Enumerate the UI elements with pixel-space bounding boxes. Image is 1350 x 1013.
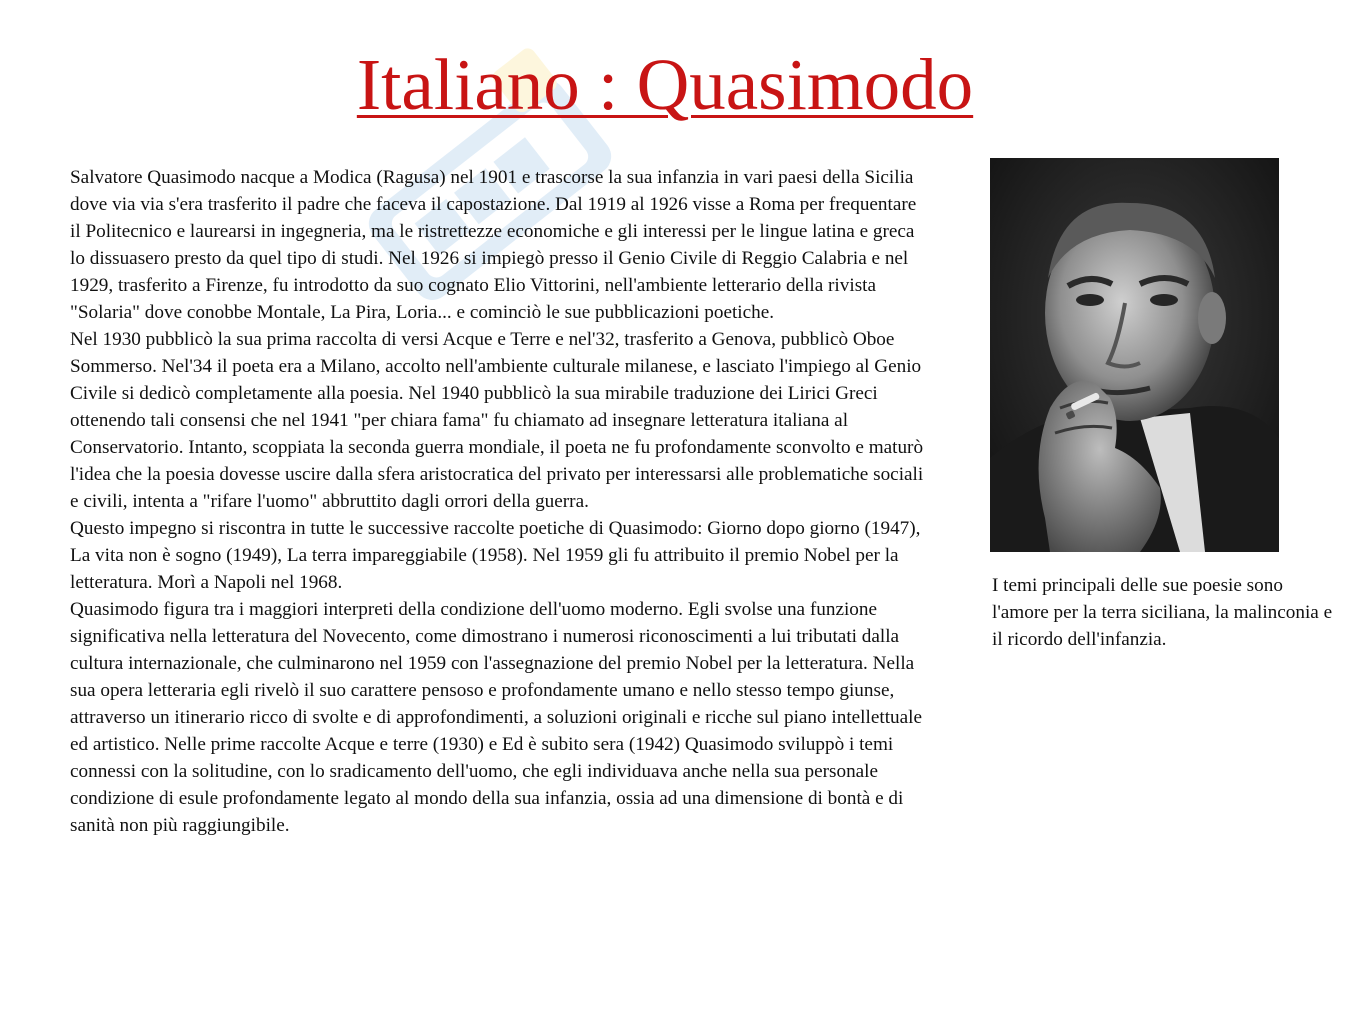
biography-paragraph: Quasimodo figura tra i maggiori interpreti della condizione dell'uomo moderno. Egli svolse una funzione significativa nella letteratura del Novecento, come dimostrano i numerosi riconoscimenti a lui tributati dalla cultura internazionale, che culminarono nel 1959 con l'assegnazione del premio Nobel per la letteratura. Nella sua opera letteraria egli rivelò il suo carattere pensoso e profondamente umano e nello stesso tempo giunse, attraverso un itinerario ricco di svolte e di approfondimenti, a soluzioni originali e ricche sul piano intellettuale ed artistico. Nelle prime raccolte Acque e terre (1930) e Ed è subito sera (1942) Quasimodo sviluppò i temi connessi con la solitudine, con lo sradicamento dell'uomo, che egli individuava anche nella sua personale condizione di esule profondamente legato al mondo della sua infanzia, ossia ad una dimensione di bontà e di sanità non più raggiungibile. (70, 599, 922, 836)
biography-text (70, 164, 930, 839)
portrait-photo (990, 158, 1279, 552)
page-title: Italiano : Quasimodo (356, 44, 974, 125)
biography-paragraph: Salvatore Quasimodo nacque a Modica (Ragusa) nel 1901 e trascorse la sua infanzia in vari paesi della Sicilia dove via via s'era trasferito il padre che faceva il capostazione. Dal 1919 al 1926 visse a Roma per frequentare il Politecnico e laurearsi in ingegneria, ma le ristrettezze economiche e gli interessi per le lingue latina e greca lo dissuasero presto da quel tipo di studi. Nel 1926 si impiegò presso il Genio Civile di Reggio Calabria e nel 1929, trasferito a Firenze, fu introdotto da suo cognato Elio Vittorini, nell'ambiente letterario della rivista "Solaria" dove conobbe Montale, La Pira, Loria... e cominciò le sue pubblicazioni poetiche. (70, 167, 917, 323)
biography-paragraph: Questo impegno si riscontra in tutte le successive raccolte poetiche di Quasimodo: Giorno dopo giorno (1947), La vita non è sogno (1949), La terra impareggiabile (1958). Nel 1959 gli fu attribuito il premio Nobel per la letteratura. Morì a Napoli nel 1968. (70, 518, 921, 593)
portrait-illustration (990, 158, 1279, 552)
photo-caption: I temi principali delle sue poesie sono l'amore per la terra siciliana, la malinconia e il ricordo dell'infanzia. (992, 575, 1333, 650)
biography-paragraph: Nel 1930 pubblicò la sua prima raccolta di versi Acque e Terre e nel'32, trasferito a Genova, pubblicò Oboe Sommerso. Nel'34 il poeta era a Milano, accolto nell'ambiente culturale milanese, e lasciato l'impiego al Genio Civile si dedicò completamente alla poesia. Nel 1940 pubblicò la sua mirabile traduzione dei Lirici Greci ottenendo tali consensi che nel 1941 "per chiara fama" fu chiamato ad insegnare letteratura italiana al Conservatorio. Intanto, scoppiata la seconda guerra mondiale, il poeta ne fu profondamente sconvolto e maturò l'idea che la poesia dovesse uscire dalla sfera aristocratica del privato per interessarsi alle problematiche sociali e civili, intenta a "rifare l'uomo" abbruttito dagli orrori della guerra. (70, 329, 924, 512)
